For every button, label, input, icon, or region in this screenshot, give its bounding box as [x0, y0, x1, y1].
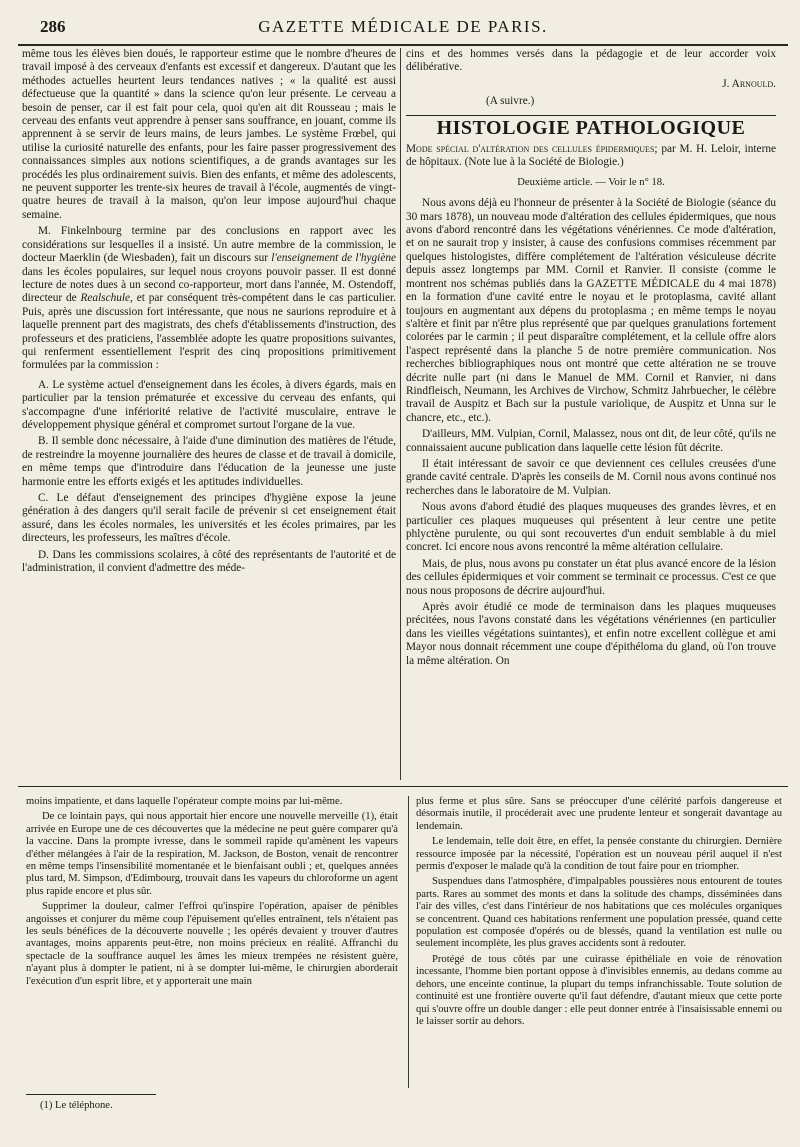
- article-subheading: Deuxième article. — Voir le n° 18.: [517, 176, 665, 188]
- paragraph: cins et des hommes versés dans la pédagogie et de leur accorder voix délibérative.: [406, 48, 776, 74]
- header-rule: [18, 44, 788, 46]
- footnote: (1) Le téléphone.: [40, 1100, 113, 1111]
- paragraph: Mais, de plus, nous avons pu constater un état plus avancé encore de la lésion des cellules épidermiques et voir comment se terminait ce processus. C'est ce que nous nous proposons de décrire aujourd'hui.: [406, 557, 776, 597]
- paragraph: Nous avons déjà eu l'honneur de présenter à la Société de Biologie (séance du 30 mars 1878), un nouveau mode d'altération des cellules épidermiques, que nous avons d'abord rencontré dans les végétations vénériennes. Ce mode d'altération, et on ne saurait trop y insister, à cause des confusions commises récemment par quelques histologistes, diffère complétement de l'altération vésiculeuse décrite depuis assez longtemps par MM. Cornil et Ranvier. Il consiste (comme le montrent nos schémas publiés dans la GAZETTE MÉDICALE du 4 mai 1878) en la formation d'une cavité entre le noyau et le protoplasma, cavité allant toujours en augmentant aux dépens du protoplasma ; en même temps le noyau s'altère et finit par n'être plus représenté que par quelques granulations fortement colorées par le carmin ; il peut disparaître complétement, et la cellule offre alors l'aspect représenté dans la planche 5 de notre première communication. Nos recherches bibliographiques nous ont montré que cette altération ne se trouve décrite nulle part (ni dans le Manuel de MM. Cornil et Ranvier, ni dans Rindfleisch, Neumann, les Archives de Virchow, Schmitz Jahrbuecher, le célèbre travail de Auspitz et Bach sur la pustule variolique, de Auspitz et Unna sur le chancre, etc., etc.).: [406, 197, 776, 424]
- text-run: M. Finkelnbourg termine par des conclusions en rapport avec les considérations sur lesquelles il a insisté. Un autre membre de la commission, le docteur Maerklin (de Wiesbaden), fait un discours sur: [22, 225, 396, 265]
- proposition-c: C. Le défaut d'enseignement des principes d'hygiène expose la jeune génération à des dangers qu'il serait facile de prévenir si cet enseignement était assuré, dans les écoles normales, les universités et les écoles primaires, par les directeurs, les professeurs, les maîtres d'école.: [22, 492, 396, 545]
- top-right-column: [406, 48, 776, 780]
- journal-title: GAZETTE MÉDICALE DE PARIS.: [258, 17, 548, 36]
- article-title-caps: Mode spécial d'altération des cellules épidermiques;: [406, 143, 658, 156]
- section-heading: HISTOLOGIE PATHOLOGIQUE: [436, 116, 746, 139]
- text-run: dans les écoles populaires, sur lequel nous croyons pouvoir passer. Il est donné lecture de notes dues à un second co-rapporteur, mort dans l'année, M. Ostendoff, directeur de: [22, 265, 396, 305]
- proposition-d: D. Dans les commissions scolaires, à côté des représentants de l'autorité et de l'administration, il convient d'admettre des méde-: [22, 548, 396, 575]
- paragraph: plus ferme et plus sûre. Sans se préoccuper d'une célérité parfois dangereuse et désormais inutile, il procéderait avec une prudente lenteur et songerait davantage au lendemain.: [416, 796, 782, 832]
- paragraph: Après avoir étudié ce mode de terminaison dans les plaques muqueuses précitées, nous l'avons constaté dans les végétations vénériennes (en particulier dans les vieilles végétations suintantes), et enfin notre excellent collègue et ami Mayor nous donnait récemment une coupe d'épithéloma du gland, où l'on trouve la même altération. On: [406, 601, 776, 667]
- paragraph: Suspendues dans l'atmosphère, d'impalpables poussières nous entourent de toutes parts. Rares au sommet des monts et dans la solitude des champs, disséminées dans l'air des villes, c'est dans l'intérieur de nos habitations que ces molécules organiques se concentrent. Quand ces habitations renferment une population pressée, quand cette population est composée d'opérés ou de blessés, quand la ventilation est nulle ou seulement incomplète, les plus graves accidents sont à redouter.: [416, 876, 782, 950]
- footnote-rule: [26, 1094, 156, 1095]
- paragraph: Il était intéressant de savoir ce que deviennent ces cellules creusées d'une grande cavité centrale. D'après les conseils de M. Cornil nous avons continué nos recherches dans le laboratoire de M. Vulpian.: [406, 457, 776, 497]
- column-divider: [408, 796, 409, 1088]
- page-header: [18, 12, 788, 42]
- author-signature: J. Arnould.: [722, 77, 776, 90]
- text-run: , et par conséquent très-compétent dans le cas particulier. Puis, après une discussion fort intéressante, que nous ne saurions reproduire et à laquelle prennent part des magistrats, des chefs d'établissements d'instruction, des professeurs et des praticiens, l'assemblée adopte les quatre propositions suivantes, qui renferment essentiellement l'esprit des cinq propositions primitivement formulées par la commission :: [22, 292, 396, 372]
- section-divider: [18, 786, 788, 787]
- paragraph: moins impatiente, et dans laquelle l'opérateur compte moins par lui-même.: [26, 796, 343, 807]
- paragraph: Le lendemain, telle doit être, en effet, la pensée constante du chirurgien. Dernière ressource imposée par la nécessité, l'opération est un nouveau péril auquel il n'est permis d'exposer le malade qu'à la condition de tout faire pour en triompher.: [416, 836, 782, 873]
- article-title: [406, 143, 776, 170]
- italic-text: l'enseignement de l'hygiène: [271, 252, 396, 265]
- paragraph: De ce lointain pays, qui nous apportait hier encore une nouvelle merveille (1), était arrivée en Europe une de ces découvertes que la médecine ne peut guère comparer qu'à la vaccine. Dans la prompte ivresse, dans le sommeil rapide qu'amènent les vapeurs d'éther mélangées à l'air de la respiration, M. Jackson, de Boston, venait de rencontrer en même temps l'insensibilité momentanée et le bienfaisant oubli ; et, quelques années plus tard, M. Simpson, d'Edimbourg, trouvait dans les vapeurs du chloroforme un agent plus rapide encore et plus sûr.: [26, 811, 398, 897]
- proposition-a: A. Le système actuel d'enseignement dans les écoles, à divers égards, mais en particulier par la tension prématurée et excessive du cerveau des enfants, qui s'accompagne d'une infériorité relative de l'activité musculaire, entrave le développement physique général et compromet surtout l'organe de la vue.: [22, 378, 396, 431]
- paragraph: Supprimer la douleur, calmer l'effroi qu'inspire l'opération, apaiser de pénibles angoisses et conjurer du même coup l'épuisement qu'elles entraînent, tels n'étaient pas les seuls bénéfices de la découverte nouvelle ; les opérés devaient y trouver d'autres avantages, moins apparents peut-être, non moins précieux en réalité. Affranchi du spectacle de la souffrance auquel les âmes les mieux trempées ne résistent guère, n'ayant plus à dompter le patient, ni à se dompter lui-même, le chirurgien aborderait l'exécution d'un esprit libre, et y apporterait une main: [26, 901, 398, 987]
- paragraph: Nous avons d'abord étudié des plaques muqueuses des grandes lèvres, et en particulier ces plaques muqueuses qui présentent à leur centre une petite phlyctène purulente, ou qui sont recouvertes d'un enduit semblable à du miel concret. Ici encore nous avons rencontré la même altération cellulaire.: [406, 501, 776, 554]
- paragraph: même tous les élèves bien doués, le rapporteur estime que le nombre d'heures de travail imposé à des cerveaux d'enfants est excessif et dangereux. D'autant que les méthodes actuelles heurtent leurs tendances natives ; « la qualité est aussi défectueuse que la quantité » dans la science qu'on leur présente. Le cerveau a besoin de penser, car il est fait pour cela, quoi qu'en ait dit Rousseau ; mais le cerveau des enfants veut apprendre à penser sans souffrance, en jouant, comme ils apprennent à se servir de leurs mains, de leurs jambes. Le système Frœbel, qui utilise la curiosité naturelle des enfants, pour les faire passer progressivement des connaissances simples aux notions scientifiques, a de grands avantages sur les procédés les plus ordinairement suivis. Bien des enfants, et même des adolescents, ne peuvent supporter les trente-six heures de travail à l'école, augmentés de vingt-quatre heures de travail à la maison, qu'on leur impose aujourd'hui chaque semaine.: [22, 48, 396, 221]
- proposition-b: B. Il semble donc nécessaire, à l'aide d'une diminution des matières de l'étude, de restreindre la moyenne journalière des heures de classe et de travail à domicile, en même temps que d'introduire dans l'éducation de la jeunesse une juste harmonie entre les efforts exigés et les aptitudes individuelles.: [22, 435, 396, 488]
- paragraph: Protégé de tous côtés par une cuirasse épithéliale en voie de rénovation incessante, l'homme bien portant oppose à d'invisibles ennemis, au dedans comme au dehors, une enceinte continue, la plupart du temps infranchissable. Toute solution de continuité est une frontière ouverte qu'il faut défendre, d'autant mieux que cette porte qui s'ouvre offre un double danger : elle peut donner entrée à l'insaisissable ennemi ou le laisser sortir au dehors.: [416, 953, 782, 1027]
- section-rule: [406, 115, 776, 116]
- top-left-column: [22, 48, 396, 780]
- bottom-left-column: [26, 796, 398, 1088]
- bottom-right-column: [416, 796, 782, 1096]
- paragraph: [22, 225, 396, 372]
- to-be-continued: (A suivre.): [486, 95, 535, 108]
- page-number: 286: [40, 17, 66, 36]
- article-title-rest: par M. H. Leloir, interne de hôpitaux. (Note lue à la Société de Biologie.): [406, 143, 776, 169]
- italic-text: Realschule: [80, 292, 131, 305]
- column-divider: [400, 48, 401, 780]
- paragraph: D'ailleurs, MM. Vulpian, Cornil, Malassez, nous ont dit, de leur côté, qu'ils ne connaissaient aucune publication dans laquelle cette lésion fût décrite.: [406, 428, 776, 454]
